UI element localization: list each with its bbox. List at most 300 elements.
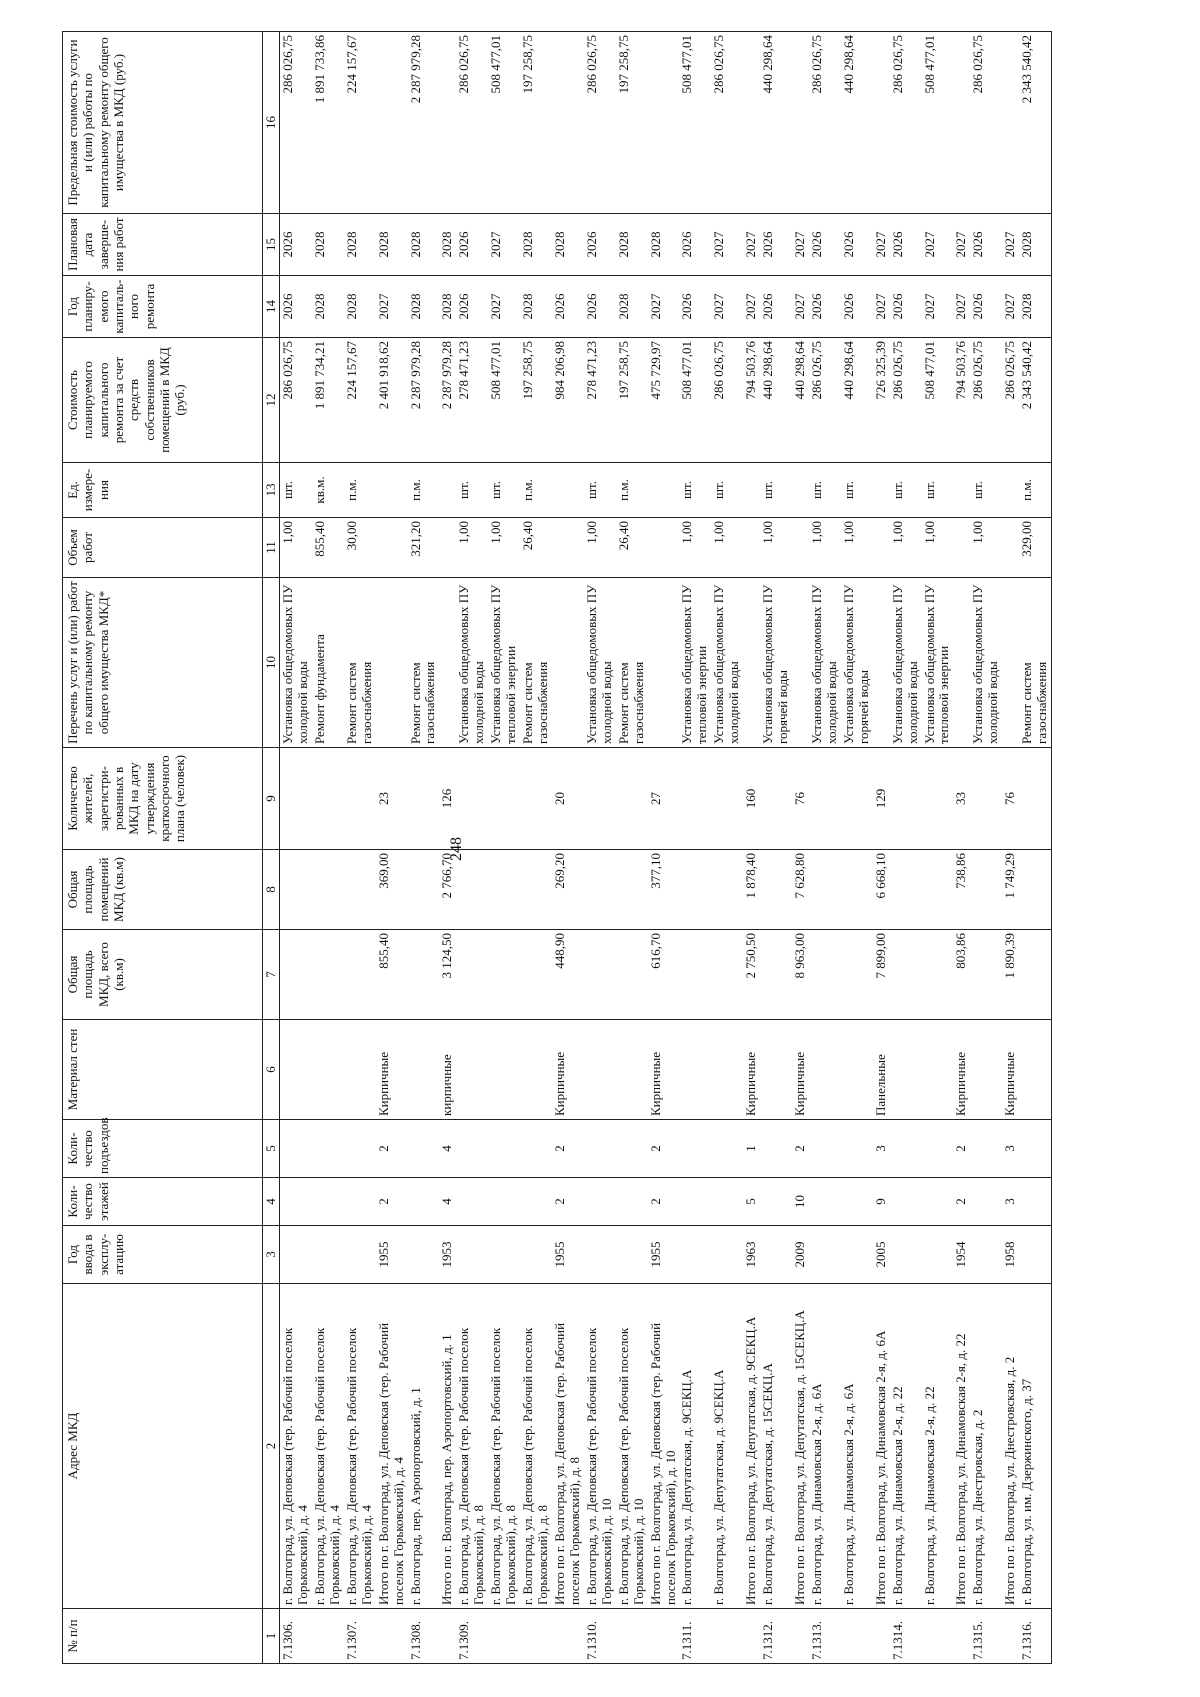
cell-col-12: п.м. — [616, 463, 648, 518]
cell-col-9 — [890, 748, 922, 850]
cell-col-15: 2026 — [280, 214, 312, 276]
cell-col-2: г. Волгоград, ул. им. Дзержинского, д. 37 — [1019, 1284, 1051, 1609]
cell-col-14: 2026 — [970, 276, 1002, 338]
cell-col-13: 508 477,01 — [679, 338, 711, 463]
cell-col-5: 1 — [743, 1120, 760, 1178]
cell-col-3 — [488, 1226, 520, 1284]
cell-col-11: 1,00 — [679, 518, 711, 578]
cell-col-6 — [890, 1020, 922, 1120]
cell-col-8: 2 766,70 — [439, 850, 456, 930]
cell-col-8 — [1019, 850, 1051, 930]
cell-col-7 — [711, 930, 743, 1020]
cell-col-12 — [1002, 463, 1019, 518]
cell-col-15: 2026 — [841, 214, 873, 276]
cell-col-6 — [970, 1020, 1002, 1120]
cell-col-13: 475 729,97 — [648, 338, 680, 463]
column-header-14: Год планиру-емого капиталь-ного ремонта — [63, 276, 263, 338]
cell-col-4 — [1019, 1178, 1051, 1226]
cell-col-15: 2027 — [792, 214, 809, 276]
cell-col-3 — [841, 1226, 873, 1284]
cell-col-15: 2027 — [873, 214, 890, 276]
cell-col-6 — [584, 1020, 616, 1120]
cell-col-16: 2 343 540,42 — [1019, 32, 1051, 214]
cell-col-12: п.м. — [520, 463, 552, 518]
cell-col-11 — [648, 518, 680, 578]
table-row — [679, 32, 711, 1664]
cell-col-15: 2028 — [408, 214, 440, 276]
cell-col-11: 1,00 — [890, 518, 922, 578]
cell-col-2: Итого по г. Волгоград, ул. Деповская (тер. Рабочий поселок Горьковский), д. 4 — [376, 1284, 408, 1609]
cell-col-16: 197 258,75 — [616, 32, 648, 214]
cell-col-2: г. Волгоград, ул. Динамовская 2-я, д. 22 — [922, 1284, 954, 1609]
cell-col-15: 2028 — [439, 214, 456, 276]
cell-col-7 — [809, 930, 841, 1020]
cell-col-1: 7.1306. — [280, 1609, 312, 1664]
cell-col-13: 286 026,75 — [280, 338, 312, 463]
cell-col-13: 197 258,75 — [520, 338, 552, 463]
cell-col-10 — [1002, 578, 1019, 748]
cell-col-3 — [456, 1226, 488, 1284]
cell-col-5 — [760, 1120, 792, 1178]
cell-col-13: 2 401 918,62 — [376, 338, 408, 463]
cell-col-5 — [679, 1120, 711, 1178]
cell-col-9: 27 — [648, 748, 680, 850]
cell-col-9: 160 — [743, 748, 760, 850]
header-row — [63, 32, 263, 1664]
cell-col-12: кв.м. — [312, 463, 344, 518]
cell-col-6 — [809, 1020, 841, 1120]
cell-col-13: 2 287 979,28 — [439, 338, 456, 463]
cell-col-6: Кирпичные — [552, 1020, 584, 1120]
cell-col-8 — [280, 850, 312, 930]
cell-col-6 — [488, 1020, 520, 1120]
cell-col-14: 2026 — [584, 276, 616, 338]
column-header-11: Объем работ — [63, 518, 263, 578]
cell-col-6: Кирпичные — [743, 1020, 760, 1120]
cell-col-16: 286 026,75 — [584, 32, 616, 214]
cell-col-14: 2026 — [809, 276, 841, 338]
cell-col-5: 3 — [873, 1120, 890, 1178]
cell-col-1 — [743, 1609, 760, 1664]
cell-col-9 — [408, 748, 440, 850]
column-number-row — [263, 32, 280, 1664]
cell-col-2: Итого по г. Волгоград, ул. Депутатская, д. 9СЕКЦ.А — [743, 1284, 760, 1609]
column-header-12: Ед. измере-ния — [63, 463, 263, 518]
cell-col-13: 794 503,76 — [953, 338, 970, 463]
cell-col-15: 2027 — [922, 214, 954, 276]
cell-col-12: шт. — [711, 463, 743, 518]
cell-col-7: 7 899,00 — [873, 930, 890, 1020]
cell-col-14: 2027 — [792, 276, 809, 338]
cell-col-12 — [439, 463, 456, 518]
cell-col-15: 2028 — [1019, 214, 1051, 276]
cell-col-13: 440 298,64 — [792, 338, 809, 463]
cell-col-7 — [1019, 930, 1051, 1020]
cell-col-6 — [312, 1020, 344, 1120]
cell-col-15: 2026 — [679, 214, 711, 276]
cell-col-16: 286 026,75 — [711, 32, 743, 214]
cell-col-11: 1,00 — [809, 518, 841, 578]
cell-col-9 — [970, 748, 1002, 850]
cell-col-8 — [760, 850, 792, 930]
cell-col-15: 2028 — [520, 214, 552, 276]
cell-col-4 — [760, 1178, 792, 1226]
cell-col-9: 20 — [552, 748, 584, 850]
cell-col-13: 794 503,76 — [743, 338, 760, 463]
cell-col-16: 2 287 979,28 — [408, 32, 440, 214]
cell-col-11: 1,00 — [922, 518, 954, 578]
cell-col-10: Установка общедомовых ПУ холодной воды — [456, 578, 488, 748]
cell-col-16 — [953, 32, 970, 214]
cell-col-16 — [792, 32, 809, 214]
cell-col-5 — [841, 1120, 873, 1178]
cell-col-9 — [312, 748, 344, 850]
cell-col-1: 7.1316. — [1019, 1609, 1051, 1664]
cell-col-6: Кирпичные — [648, 1020, 680, 1120]
cell-col-11: 1,00 — [280, 518, 312, 578]
cell-col-7 — [520, 930, 552, 1020]
cell-col-5 — [616, 1120, 648, 1178]
cell-col-12 — [743, 463, 760, 518]
column-header-8: Общая площадь помещений МКД (кв.м) — [63, 850, 263, 930]
cell-col-7 — [280, 930, 312, 1020]
cell-col-16: 1 891 733,86 — [312, 32, 344, 214]
cell-col-15: 2028 — [376, 214, 408, 276]
cell-col-13: 2 343 540,42 — [1019, 338, 1051, 463]
cell-col-16 — [648, 32, 680, 214]
cell-col-10: Ремонт систем газоснабжения — [408, 578, 440, 748]
cell-col-4 — [970, 1178, 1002, 1226]
cell-col-10: Установка общедомовых ПУ холодной воды — [584, 578, 616, 748]
cell-col-9: 76 — [792, 748, 809, 850]
table-row — [408, 32, 440, 1664]
cell-col-14: 2028 — [312, 276, 344, 338]
cell-col-8 — [488, 850, 520, 930]
cell-col-4 — [280, 1178, 312, 1226]
cell-col-8: 269,20 — [552, 850, 584, 930]
table-row — [280, 32, 312, 1664]
cell-col-2: Итого по г. Волгоград, ул. Депутатская, д. 15СЕКЦ.А — [792, 1284, 809, 1609]
cell-col-1: 7.1310. — [584, 1609, 616, 1664]
cell-col-4: 5 — [743, 1178, 760, 1226]
cell-col-7 — [488, 930, 520, 1020]
cell-col-6 — [280, 1020, 312, 1120]
cell-col-7 — [408, 930, 440, 1020]
cell-col-14: 2028 — [520, 276, 552, 338]
cell-col-6 — [616, 1020, 648, 1120]
cell-col-7: 8 963,00 — [792, 930, 809, 1020]
cell-col-11: 1,00 — [970, 518, 1002, 578]
cell-col-1: 7.1313. — [809, 1609, 841, 1664]
cell-col-13: 286 026,75 — [1002, 338, 1019, 463]
table-row — [841, 32, 873, 1664]
cell-col-2: г. Волгоград, ул. Динамовская 2-я, д. 6А — [841, 1284, 873, 1609]
cell-col-7: 2 750,50 — [743, 930, 760, 1020]
cell-col-10 — [648, 578, 680, 748]
cell-col-10: Ремонт фундамента — [312, 578, 344, 748]
cell-col-3: 1963 — [743, 1226, 760, 1284]
cell-col-8 — [312, 850, 344, 930]
cell-col-6: Кирпичные — [376, 1020, 408, 1120]
cell-col-3 — [760, 1226, 792, 1284]
cell-col-9 — [809, 748, 841, 850]
cell-col-11: 1,00 — [584, 518, 616, 578]
cell-col-9 — [344, 748, 376, 850]
column-number-12: 13 — [263, 463, 280, 518]
cell-col-3 — [584, 1226, 616, 1284]
cell-col-3: 1955 — [552, 1226, 584, 1284]
cell-col-7 — [456, 930, 488, 1020]
cell-col-3 — [616, 1226, 648, 1284]
cell-col-11 — [376, 518, 408, 578]
cell-col-16: 508 477,01 — [679, 32, 711, 214]
cell-col-13: 440 298,64 — [841, 338, 873, 463]
cell-col-13: 286 026,75 — [809, 338, 841, 463]
cell-col-1 — [648, 1609, 680, 1664]
cell-col-14: 2026 — [552, 276, 584, 338]
cell-col-5 — [1019, 1120, 1051, 1178]
cell-col-5 — [344, 1120, 376, 1178]
cell-col-15: 2028 — [616, 214, 648, 276]
cell-col-13: 224 157,67 — [344, 338, 376, 463]
column-number-2: 2 — [263, 1284, 280, 1609]
cell-col-2: г. Волгоград, ул. Днестровская, д. 2 — [970, 1284, 1002, 1609]
cell-col-10: Ремонт систем газоснабжения — [1019, 578, 1051, 748]
cell-col-5: 2 — [792, 1120, 809, 1178]
cell-col-15: 2026 — [890, 214, 922, 276]
cell-col-3 — [520, 1226, 552, 1284]
cell-col-13: 286 026,75 — [890, 338, 922, 463]
cell-col-10 — [743, 578, 760, 748]
cell-col-15: 2027 — [743, 214, 760, 276]
cell-col-2: г. Волгоград, ул. Деповская (тер. Рабочий поселок Горьковский), д. 8 — [488, 1284, 520, 1609]
column-header-3: Год ввода в эксплу-атацию — [63, 1226, 263, 1284]
cell-col-13: 1 891 734,21 — [312, 338, 344, 463]
cell-col-9: 33 — [953, 748, 970, 850]
cell-col-8 — [922, 850, 954, 930]
cell-col-9: 23 — [376, 748, 408, 850]
cell-col-11: 26,40 — [520, 518, 552, 578]
cell-col-6 — [408, 1020, 440, 1120]
column-header-6: Материал стен — [63, 1020, 263, 1120]
cell-col-16: 508 477,01 — [922, 32, 954, 214]
cell-col-11: 1,00 — [711, 518, 743, 578]
cell-col-3: 1955 — [376, 1226, 408, 1284]
cell-col-10: Установка общедомовых ПУ холодной воды — [280, 578, 312, 748]
cell-col-4 — [922, 1178, 954, 1226]
cell-col-8 — [344, 850, 376, 930]
cell-col-9: 129 — [873, 748, 890, 850]
cell-col-2: г. Волгоград, ул. Деповская (тер. Рабочий поселок Горьковский), д. 10 — [584, 1284, 616, 1609]
cell-col-2: Итого по г. Волгоград, ул. Деповская (тер. Рабочий поселок Горьковский), д. 8 — [552, 1284, 584, 1609]
cell-col-10: Ремонт систем газоснабжения — [344, 578, 376, 748]
cell-col-13: 726 325,39 — [873, 338, 890, 463]
cell-col-2: г. Волгоград, ул. Деповская (тер. Рабочий поселок Горьковский), д. 4 — [312, 1284, 344, 1609]
cell-col-10 — [439, 578, 456, 748]
cell-col-14: 2027 — [873, 276, 890, 338]
cell-col-8: 369,00 — [376, 850, 408, 930]
column-number-10: 10 — [263, 578, 280, 748]
cell-col-14: 2027 — [648, 276, 680, 338]
column-header-4: Коли-чество этажей — [63, 1178, 263, 1226]
cell-col-4 — [408, 1178, 440, 1226]
cell-col-16: 224 157,67 — [344, 32, 376, 214]
column-number-3: 3 — [263, 1226, 280, 1284]
cell-col-13: 286 026,75 — [711, 338, 743, 463]
table-row — [1019, 32, 1051, 1664]
cell-col-13: 286 026,75 — [970, 338, 1002, 463]
column-number-8: 8 — [263, 850, 280, 930]
cell-col-2: г. Волгоград, ул. Депутатская, д. 9СЕКЦ.А — [679, 1284, 711, 1609]
cell-col-5: 4 — [439, 1120, 456, 1178]
cell-col-14: 2028 — [1019, 276, 1051, 338]
cell-col-15: 2026 — [584, 214, 616, 276]
column-number-7: 7 — [263, 930, 280, 1020]
cell-col-1 — [488, 1609, 520, 1664]
cell-col-13: 984 206,98 — [552, 338, 584, 463]
cell-col-15: 2026 — [970, 214, 1002, 276]
column-header-16: Предельная стоимость услуги и (или) работы по капитальному ремонту общего имущества в МКД (руб.) — [63, 32, 263, 214]
cell-col-11: 26,40 — [616, 518, 648, 578]
cell-col-1 — [792, 1609, 809, 1664]
cell-col-13: 508 477,01 — [922, 338, 954, 463]
cell-col-4 — [584, 1178, 616, 1226]
cell-col-8: 7 628,80 — [792, 850, 809, 930]
cell-col-2: г. Волгоград, ул. Деповская (тер. Рабочий поселок Горьковский), д. 4 — [344, 1284, 376, 1609]
cell-col-4: 10 — [792, 1178, 809, 1226]
cell-col-9 — [456, 748, 488, 850]
column-number-16: 16 — [263, 32, 280, 214]
cell-col-9: 126 — [439, 748, 456, 850]
cell-col-1: 7.1311. — [679, 1609, 711, 1664]
cell-col-7 — [890, 930, 922, 1020]
column-number-11: 11 — [263, 518, 280, 578]
cell-col-12 — [953, 463, 970, 518]
cell-col-5: 2 — [552, 1120, 584, 1178]
cell-col-12 — [376, 463, 408, 518]
cell-col-6 — [711, 1020, 743, 1120]
cell-col-14: 2027 — [953, 276, 970, 338]
column-header-7: Общая площадь МКД, всего (кв.м) — [63, 930, 263, 1020]
table-row — [1002, 32, 1019, 1664]
cell-col-2: г. Волгоград, ул. Деповская (тер. Рабочий поселок Горьковский), д. 8 — [520, 1284, 552, 1609]
column-number-14: 14 — [263, 276, 280, 338]
cell-col-11: 855,40 — [312, 518, 344, 578]
cell-col-2: г. Волгоград, ул. Деповская (тер. Рабочий поселок Горьковский), д. 10 — [616, 1284, 648, 1609]
cell-col-6 — [520, 1020, 552, 1120]
cell-col-4 — [456, 1178, 488, 1226]
cell-col-14: 2026 — [679, 276, 711, 338]
cell-col-12 — [873, 463, 890, 518]
cell-col-7 — [312, 930, 344, 1020]
cell-col-9 — [520, 748, 552, 850]
cell-col-11: 1,00 — [456, 518, 488, 578]
cell-col-2: Итого по г. Волгоград, ул. Динамовская 2-я, д. 22 — [953, 1284, 970, 1609]
cell-col-4 — [841, 1178, 873, 1226]
cell-col-5 — [456, 1120, 488, 1178]
cell-col-9 — [1019, 748, 1051, 850]
column-header-2: Адрес МКД — [63, 1284, 263, 1609]
table-body — [280, 32, 1052, 1664]
cell-col-7 — [841, 930, 873, 1020]
cell-col-7: 855,40 — [376, 930, 408, 1020]
cell-col-6 — [922, 1020, 954, 1120]
cell-col-7 — [616, 930, 648, 1020]
cell-col-8 — [809, 850, 841, 930]
cell-col-14: 2027 — [1002, 276, 1019, 338]
cell-col-2: г. Волгоград, ул. Деповская (тер. Рабочий поселок Горьковский), д. 8 — [456, 1284, 488, 1609]
cell-col-10: Ремонт систем газоснабжения — [520, 578, 552, 748]
cell-col-10 — [376, 578, 408, 748]
cell-col-5 — [312, 1120, 344, 1178]
cell-col-8 — [711, 850, 743, 930]
cell-col-8: 738,86 — [953, 850, 970, 930]
column-number-13: 12 — [263, 338, 280, 463]
cell-col-3 — [970, 1226, 1002, 1284]
cell-col-1 — [873, 1609, 890, 1664]
cell-col-7: 1 890,39 — [1002, 930, 1019, 1020]
table-row — [970, 32, 1002, 1664]
cell-col-7: 448,90 — [552, 930, 584, 1020]
cell-col-6: Кирпичные — [1002, 1020, 1019, 1120]
cell-col-5: 2 — [648, 1120, 680, 1178]
cell-col-11: 1,00 — [488, 518, 520, 578]
cell-col-15: 2026 — [456, 214, 488, 276]
cell-col-4: 2 — [648, 1178, 680, 1226]
cell-col-10 — [953, 578, 970, 748]
cell-col-12 — [792, 463, 809, 518]
cell-col-12: шт. — [809, 463, 841, 518]
cell-col-14: 2027 — [711, 276, 743, 338]
cell-col-7 — [760, 930, 792, 1020]
cell-col-16 — [552, 32, 584, 214]
cell-col-11 — [439, 518, 456, 578]
table-row — [488, 32, 520, 1664]
cell-col-3: 1954 — [953, 1226, 970, 1284]
cell-col-1 — [711, 1609, 743, 1664]
cell-col-5: 2 — [953, 1120, 970, 1178]
cell-col-8 — [679, 850, 711, 930]
table-row — [792, 32, 809, 1664]
cell-col-7 — [344, 930, 376, 1020]
cell-col-11: 1,00 — [760, 518, 792, 578]
cell-col-13: 2 287 979,28 — [408, 338, 440, 463]
cell-col-12: шт. — [890, 463, 922, 518]
cell-col-4 — [809, 1178, 841, 1226]
cell-col-2: Итого по г. Волгоград, ул. Деповская (тер. Рабочий поселок Горьковский), д. 10 — [648, 1284, 680, 1609]
cell-col-3: 1953 — [439, 1226, 456, 1284]
cell-col-8: 1 878,40 — [743, 850, 760, 930]
table-row — [922, 32, 954, 1664]
cell-col-2: г. Волгоград, ул. Динамовская 2-я, д. 22 — [890, 1284, 922, 1609]
cell-col-8 — [841, 850, 873, 930]
cell-col-4: 2 — [953, 1178, 970, 1226]
table-row — [890, 32, 922, 1664]
column-header-15: Плановая дата заверше-ния работ — [63, 214, 263, 276]
cell-col-12 — [552, 463, 584, 518]
cell-col-6 — [456, 1020, 488, 1120]
cell-col-11 — [1002, 518, 1019, 578]
cell-col-4 — [520, 1178, 552, 1226]
table-row — [520, 32, 552, 1664]
table-row — [809, 32, 841, 1664]
cell-col-8: 1 749,29 — [1002, 850, 1019, 930]
cell-col-16: 508 477,01 — [488, 32, 520, 214]
page-number: 248 — [448, 837, 465, 861]
cell-col-6: Кирпичные — [792, 1020, 809, 1120]
column-header-9: Количество жителей, зарегистри-рованных в МКД на дату утверждения краткосрочного плана (человек) — [63, 748, 263, 850]
cell-col-11: 30,00 — [344, 518, 376, 578]
